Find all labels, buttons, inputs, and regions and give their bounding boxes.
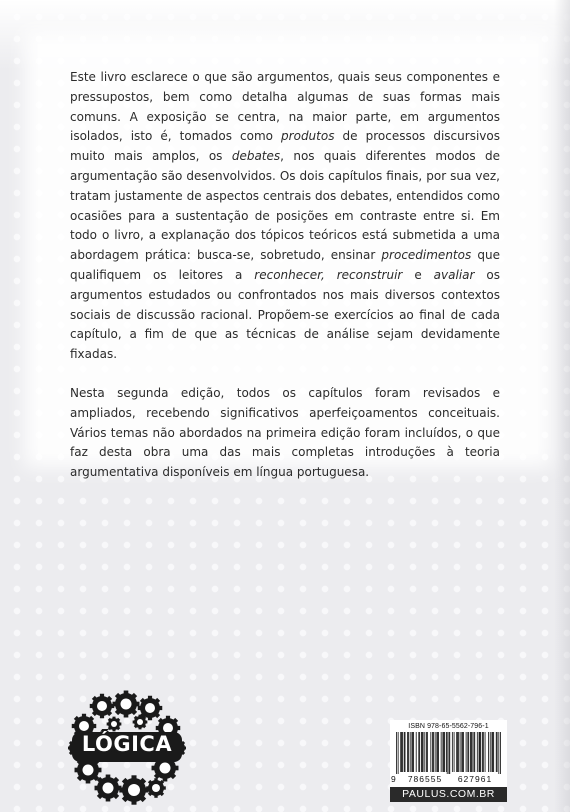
blurb-emphasis: reconhecer, reconstruir [254,267,403,282]
isbn-label: ISBN 978-65-5562-796-1 [408,723,489,730]
gear-icon [107,717,122,732]
logica-logo [68,688,186,806]
publisher-website: PAULUS.COM.BR [390,787,507,802]
blurb-paragraph-2: Nesta segunda edição, todos os capítulos foram revisados e ampliados, recebendo significativos aperfeiçoamentos conceituais. Vários temas não abordados na primeira edição foram incluídos, o que faz desta obra uma das mais completas introduções à teoria argumentativa disponíveis em língua portuguesa. [70,385,500,480]
gear-icon [90,694,115,719]
gear-icon [133,715,148,730]
blurb-text-run: que qualifiquem os leitores a [70,248,500,282]
barcode-digit-first: 9 [391,774,396,784]
blurb-text-run: os argumentos estudados ou confrontados nos mais diversos contextos sociais de discussão racional. Propõem-se exercícios ao final de cada capítulo, a fim de que as técnicas de análise sejam devidamente fixadas. [70,267,500,362]
gear-icon [113,691,140,718]
barcode-digits-right: 627961 [457,774,493,784]
logo-text: LÓGICA [81,732,173,756]
blurb-text-run: de processos discursivos muito mais amplos, os [70,129,500,164]
barcode-icon [396,732,501,774]
spine-shadow [554,0,570,812]
blurb-emphasis: produtos [281,129,335,144]
back-cover-blurb [70,68,500,502]
blurb-text-run: e [402,267,434,282]
barcode-box [390,720,507,802]
blurb-text-run: Este livro esclarece o que são argumentos, quais seus componentes e pressupostos, bem como detalha algumas de suas formas mais comuns. A exposição se centra, na maior parte, em argumentos isolados, isto é, tomados como [70,70,500,144]
blurb-text-run: , nos quais diferentes modos de argumentação são desenvolvidos. Os dois capítulos finais, por sua vez, tratam justamente de aspectos centrais dos debates, entendidos como ocasiões para a sustentação de posições em contraste entre si. Em todo o livro, a explanação dos tópicos teóricos está submetida a uma abordagem prática: busca-se, sobretudo, ensinar [70,149,501,263]
blurb-emphasis: debates [231,149,281,164]
blurb-emphasis: procedimentos [381,248,472,263]
blurb-paragraph-1 [70,68,500,365]
gear-icon [119,775,148,804]
gear-icon [95,775,122,802]
barcode-digits-left: 786555 [407,774,443,784]
blurb-emphasis: avaliar [433,267,475,282]
gear-icon [146,778,166,798]
